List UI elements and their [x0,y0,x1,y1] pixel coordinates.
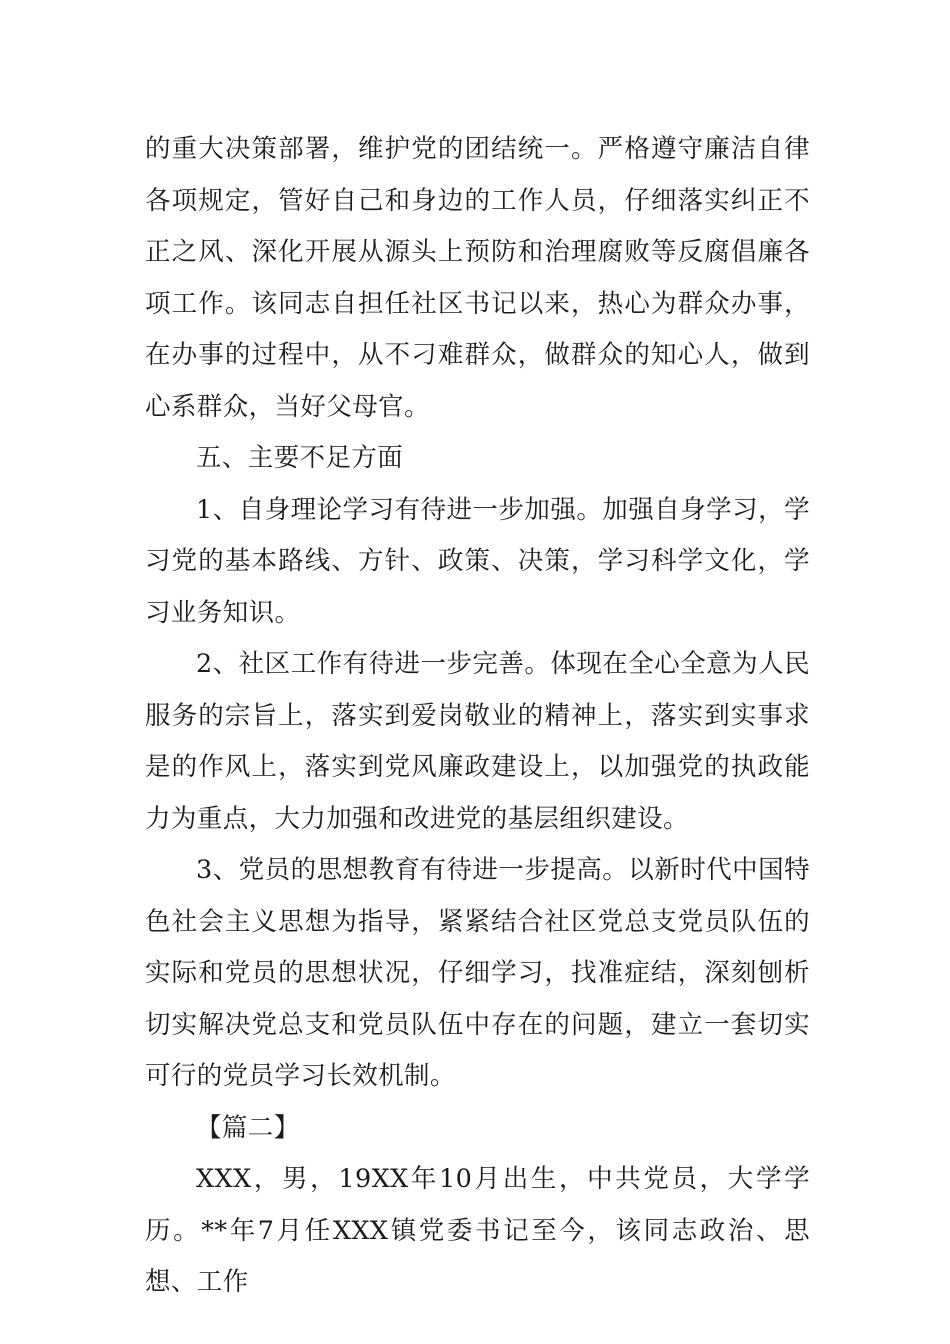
paragraph-part-two-intro: XXX，男，19XX年10月出生，中共党员，大学学历。**年7月任XXX镇党委书记至今，该同志政治、思想、工作 [145,1164,810,1297]
paragraph-continuation: 的重大决策部署，维护党的团结统一。严格遵守廉洁自律各项规定，管好自己和身边的工作人员，仔细落实纠正不正之风、深化开展从源头上预防和治理腐败等反腐倡廉各项工作。该同志自担任社区书记以来，热心为群众办事，在办事的过程中，从不刁难群众，做群众的知心人，做到心系群众，当好父母官。 [145,134,810,422]
paragraph-item-1: 1、自身理论学习有待进一步加强。加强自身学习，学习党的基本路线、方针、政策、决策，学习科学文化，学习业务知识。 [145,494,810,628]
paragraph-item-3: 3、党员的思想教育有待进一步提高。以新时代中国特色社会主义思想为指导，紧紧结合社区党总支党员队伍的实际和党员的思想状况，仔细学习，找准症结，深刻刨析切实解决党总支和党员队伍中存在的问题，建立一套切实可行的党员学习长效机制。 [145,855,810,1091]
section-heading-shortcomings: 五、主要不足方面 [196,443,404,473]
paragraph-item-2: 2、社区工作有待进一步完善。体现在全心全意为人民服务的宗旨上，落实到爱岗敬业的精神上，落实到实事求是的作风上，落实到党风廉政建设上，以加强党的执政能力为重点，大力加强和改进党的基层组织建设。 [145,649,810,834]
part-two-heading: 【篇二】 [196,1112,300,1143]
document-page [145,124,810,1309]
